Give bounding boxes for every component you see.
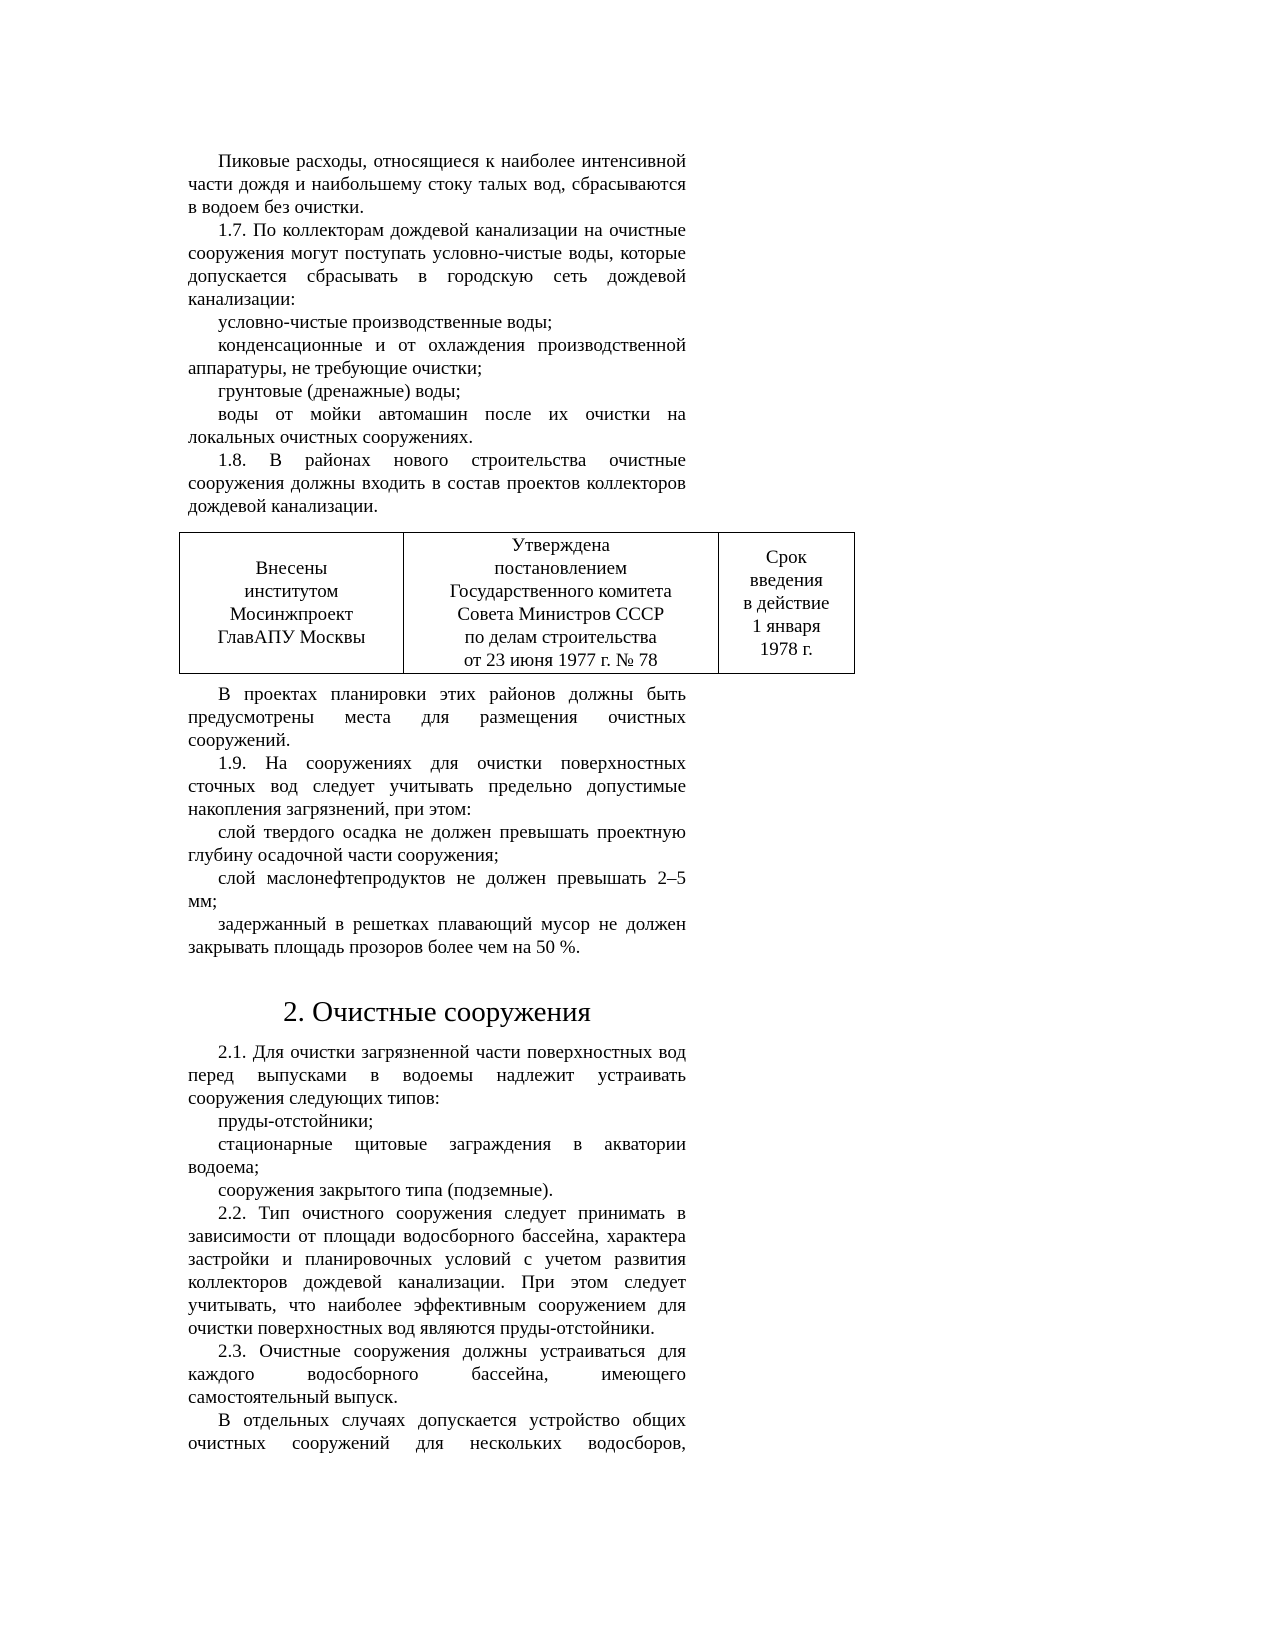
list-item-ground-water: грунтовые (дренажные) воды;	[218, 381, 461, 402]
paragraph-planning-projects: В проектах планировки этих районов должны быть предусмотрены места для размещения очистных сооружений.	[188, 684, 686, 751]
effective-line: введения	[749, 569, 823, 591]
list-item-condensate-water: конденсационные и от охлаждения производственной аппаратуры, не требующие очистки;	[188, 335, 686, 379]
effective-date-cell	[718, 533, 854, 674]
effective-line: 1978 г.	[759, 638, 813, 660]
paragraph-2-1: 2.1. Для очистки загрязненной части поверхностных вод перед выпусками в водоемы надлежит устраивать сооружения следующих типов:	[188, 1042, 686, 1109]
effective-line: 1 января	[752, 615, 821, 637]
text-column-bottom	[188, 1041, 686, 1455]
introduced-by-cell	[180, 533, 404, 674]
list-item-sediment-layer: слой твердого осадка не должен превышать проектную глубину осадочной части сооружения;	[188, 822, 686, 866]
list-item-closed-structures: сооружения закрытого типа (подземные).	[218, 1180, 554, 1201]
list-item-industrial-water: условно-чистые производственные воды;	[218, 312, 553, 333]
list-item-car-wash-water: воды от мойки автомашин после их очистки на локальных очистных сооружениях.	[188, 404, 686, 448]
approved-line: по делам строительства	[464, 627, 657, 648]
paragraph-shared-facilities: В отдельных случаях допускается устройство общих очистных сооружений для нескольких водосборов,	[188, 1410, 686, 1454]
section-heading-2: 2. Очистные сооружения	[283, 996, 591, 1028]
introduced-line: ГлавАПУ Москвы	[217, 627, 366, 648]
text-column-middle	[188, 683, 686, 959]
approved-line: от 23 июня 1977 г. № 78	[463, 650, 658, 671]
paragraph-1-8: 1.8. В районах нового строительства очистные сооружения должны входить в состав проектов коллекторов дождевой канализации.	[188, 450, 686, 517]
list-item-floating-debris: задержанный в решетках плавающий мусор не должен закрывать площадь прозоров более чем на 50 %.	[188, 914, 686, 958]
approved-line: постановлением	[494, 558, 628, 579]
text-column-top	[188, 150, 686, 518]
effective-line: в действие	[743, 592, 830, 614]
approval-table-row	[180, 533, 855, 674]
list-item-oil-layer: слой маслонефтепродуктов не должен превышать 2–5 мм;	[188, 868, 686, 912]
list-item-settling-ponds: пруды-отстойники;	[218, 1111, 374, 1132]
approval-table	[179, 532, 855, 674]
introduced-line: Внесены	[255, 558, 328, 579]
introduced-line: Мосинжпроект	[229, 604, 354, 625]
paragraph-2-3: 2.3. Очистные сооружения должны устраиваться для каждого водосборного бассейна, имеющего самостоятельный выпуск.	[188, 1341, 686, 1408]
approved-line: Утверждена	[511, 535, 610, 556]
approved-line: Государственного комитета	[449, 581, 672, 602]
paragraph-peak-flows: Пиковые расходы, относящиеся к наиболее интенсивной части дождя и наибольшему стоку талых вод, сбрасываются в водоем без очистки.	[188, 151, 686, 218]
introduced-line: институтом	[244, 581, 339, 602]
paragraph-1-9: 1.9. На сооружениях для очистки поверхностных сточных вод следует учитывать предельно допустимые накопления загрязнений, при этом:	[188, 753, 686, 820]
list-item-shield-barriers: стационарные щитовые заграждения в акватории водоема;	[188, 1134, 686, 1178]
approved-by-cell	[403, 533, 718, 674]
effective-line: Срок	[765, 546, 807, 568]
paragraph-1-7: 1.7. По коллекторам дождевой канализации на очистные сооружения могут поступать условно-чистые воды, которые допускается сбрасывать в городскую сеть дождевой канализации:	[188, 220, 686, 310]
approved-line: Совета Министров СССР	[457, 604, 665, 625]
paragraph-2-2: 2.2. Тип очистного сооружения следует принимать в зависимости от площади водосборного бассейна, характера застройки и планировочных условий с учетом развития коллекторов дождевой канализации. При этом следует учитывать, что наиболее эффективным сооружением для очистки поверхностных вод являются пруды-отстойники.	[188, 1203, 686, 1339]
